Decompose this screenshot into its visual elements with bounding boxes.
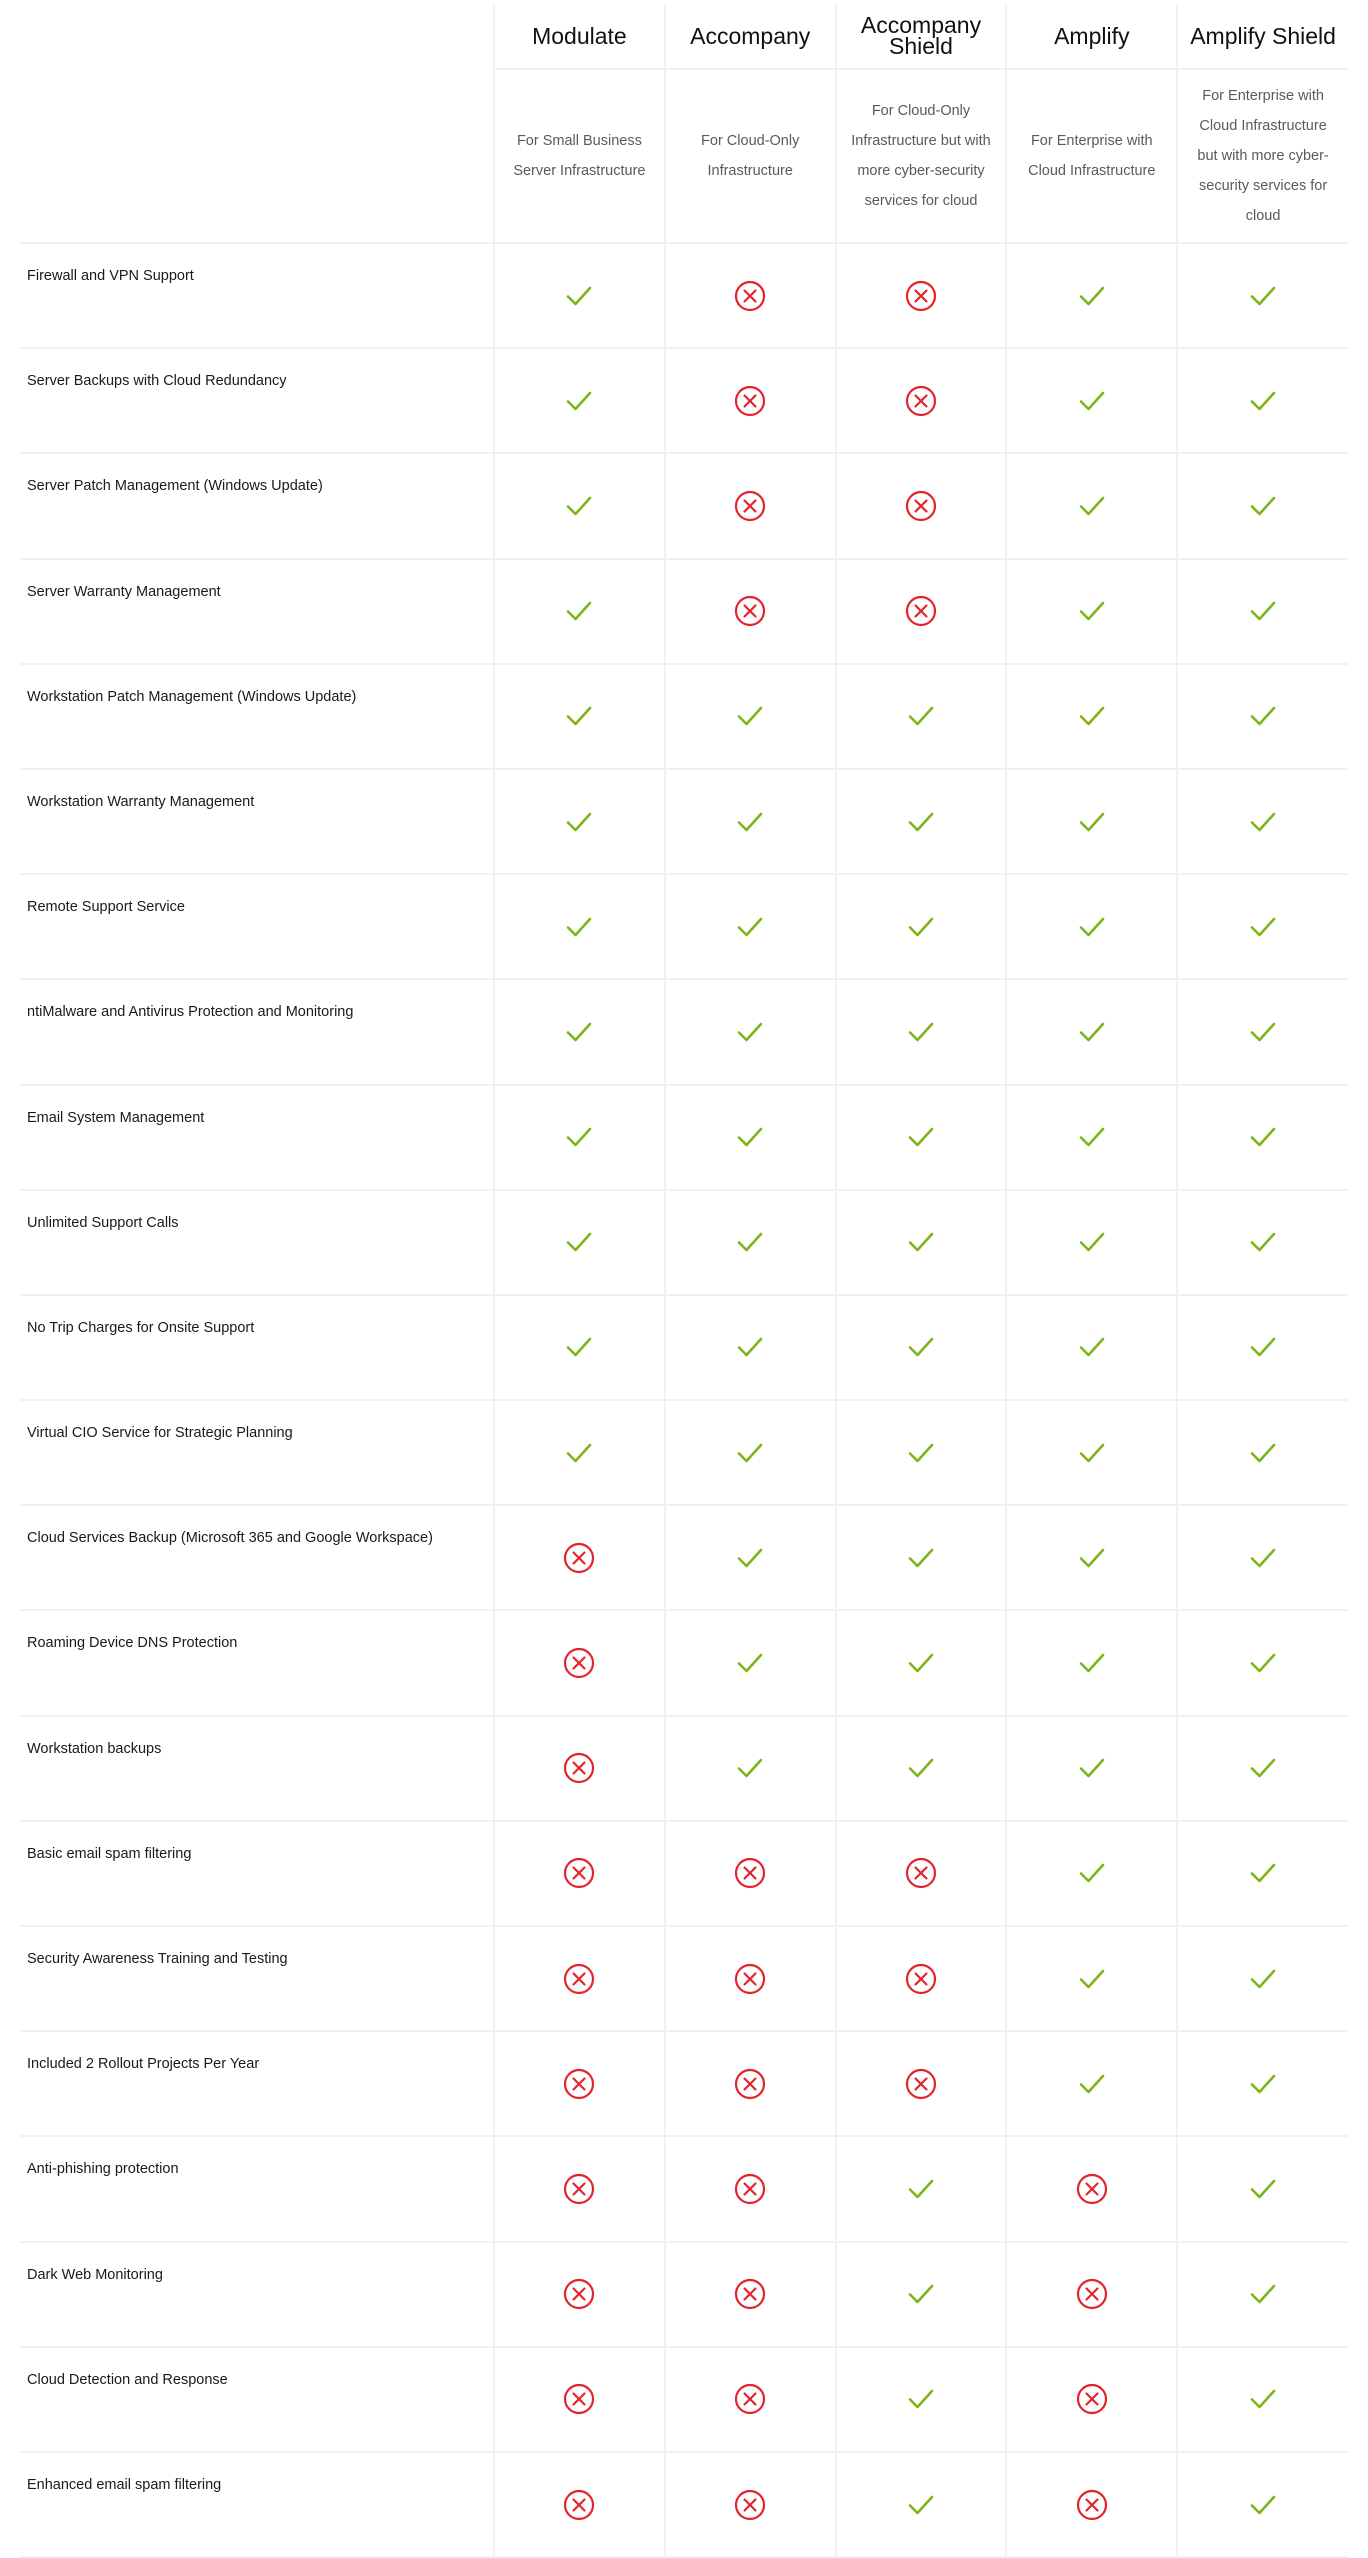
included-cell [1006, 453, 1177, 558]
cross-circle-icon [563, 1647, 595, 1679]
included-cell [665, 1610, 836, 1715]
not-included-cell [665, 243, 836, 348]
cross-circle-icon [563, 2383, 595, 2415]
included-cell [1006, 1190, 1177, 1295]
check-icon [1250, 1757, 1276, 1779]
check-icon [1250, 2283, 1276, 2305]
check-icon [908, 1442, 934, 1464]
check-icon [1079, 705, 1105, 727]
included-cell [1006, 1610, 1177, 1715]
included-cell [1006, 664, 1177, 769]
not-included-cell [494, 2452, 665, 2557]
included-cell [836, 1295, 1007, 1400]
included-cell [1006, 2031, 1177, 2136]
not-included-cell [1006, 2452, 1177, 2557]
feature-row [20, 1190, 1348, 1295]
included-cell [836, 874, 1007, 979]
feature-row [20, 2452, 1348, 2557]
included-cell [836, 664, 1007, 769]
included-cell [1177, 1295, 1348, 1400]
included-cell [836, 2242, 1007, 2347]
feature-label: No Trip Charges for Onsite Support [20, 1295, 494, 1400]
check-icon [1250, 916, 1276, 938]
included-cell [1006, 1505, 1177, 1610]
check-icon [908, 2283, 934, 2305]
included-cell [836, 2136, 1007, 2241]
not-included-cell [494, 1505, 665, 1610]
check-icon [908, 1757, 934, 1779]
check-icon [908, 1547, 934, 1569]
feature-label: Virtual CIO Service for Strategic Planning [20, 1400, 494, 1505]
included-cell [1177, 2452, 1348, 2557]
feature-label: Server Patch Management (Windows Update) [20, 453, 494, 558]
check-icon [566, 705, 592, 727]
included-cell [836, 1610, 1007, 1715]
feature-label: Cloud Services Backup (Microsoft 365 and Google Workspace) [20, 1505, 494, 1610]
included-cell [836, 1716, 1007, 1821]
check-icon [908, 1021, 934, 1043]
check-icon [566, 600, 592, 622]
check-icon [566, 1442, 592, 1464]
included-cell [836, 1505, 1007, 1610]
not-included-cell [836, 348, 1007, 453]
cross-circle-icon [905, 490, 937, 522]
included-cell [1177, 2031, 1348, 2136]
cross-circle-icon [734, 2278, 766, 2310]
cross-circle-icon [563, 1963, 595, 1995]
check-icon [1250, 390, 1276, 412]
check-icon [908, 2178, 934, 2200]
check-icon [566, 1231, 592, 1253]
feature-row [20, 1085, 1348, 1190]
check-icon [1250, 1336, 1276, 1358]
included-cell [1006, 559, 1177, 664]
feature-row [20, 1295, 1348, 1400]
feature-row [20, 874, 1348, 979]
not-included-cell [836, 453, 1007, 558]
check-icon [1250, 495, 1276, 517]
included-cell [1177, 664, 1348, 769]
included-cell [1006, 979, 1177, 1084]
included-cell [1006, 1400, 1177, 1505]
feature-label: Server Warranty Management [20, 559, 494, 664]
check-icon [566, 285, 592, 307]
check-icon [737, 1652, 763, 1674]
not-included-cell [494, 2136, 665, 2241]
feature-row [20, 979, 1348, 1084]
feature-row [20, 1505, 1348, 1610]
cross-circle-icon [563, 1857, 595, 1889]
plan-name-amplify: Amplify [1006, 4, 1177, 69]
not-included-cell [494, 1610, 665, 1715]
included-cell [1006, 348, 1177, 453]
check-icon [1250, 1862, 1276, 1884]
included-cell [494, 1400, 665, 1505]
plan-name-row [20, 4, 1348, 69]
check-icon [566, 916, 592, 938]
check-icon [1079, 1021, 1105, 1043]
included-cell [494, 559, 665, 664]
plan-name-accompany-shield: Accompany Shield [836, 4, 1007, 69]
cross-circle-icon [734, 1857, 766, 1889]
check-icon [737, 811, 763, 833]
plan-comparison-table [20, 4, 1348, 2558]
not-included-cell [836, 2031, 1007, 2136]
included-cell [494, 1190, 665, 1295]
included-cell [1006, 243, 1177, 348]
check-icon [1079, 1652, 1105, 1674]
included-cell [836, 979, 1007, 1084]
cross-circle-icon [734, 385, 766, 417]
included-cell [665, 664, 836, 769]
feature-label: Included 2 Rollout Projects Per Year [20, 2031, 494, 2136]
not-included-cell [665, 2031, 836, 2136]
included-cell [665, 874, 836, 979]
cross-circle-icon [734, 2383, 766, 2415]
not-included-cell [1006, 2136, 1177, 2241]
feature-row [20, 453, 1348, 558]
check-icon [737, 1231, 763, 1253]
feature-rows [20, 243, 1348, 2557]
feature-row [20, 559, 1348, 664]
not-included-cell [836, 1821, 1007, 1926]
feature-label: Server Backups with Cloud Redundancy [20, 348, 494, 453]
included-cell [494, 1085, 665, 1190]
plan-name-accompany: Accompany [665, 4, 836, 69]
included-cell [494, 769, 665, 874]
check-icon [1079, 1968, 1105, 1990]
included-cell [1177, 559, 1348, 664]
check-icon [737, 1442, 763, 1464]
check-icon [1079, 811, 1105, 833]
check-icon [1079, 495, 1105, 517]
check-icon [908, 2494, 934, 2516]
not-included-cell [665, 453, 836, 558]
included-cell [1177, 348, 1348, 453]
included-cell [665, 979, 836, 1084]
check-icon [1250, 2388, 1276, 2410]
not-included-cell [665, 2452, 836, 2557]
header-spacer [20, 4, 494, 69]
feature-label: Workstation Patch Management (Windows Update) [20, 664, 494, 769]
included-cell [1177, 1926, 1348, 2031]
check-icon [1250, 1652, 1276, 1674]
cross-circle-icon [563, 2173, 595, 2205]
not-included-cell [665, 1821, 836, 1926]
cross-circle-icon [905, 595, 937, 627]
included-cell [1177, 2242, 1348, 2347]
included-cell [1006, 1821, 1177, 1926]
cross-circle-icon [734, 595, 766, 627]
not-included-cell [836, 1926, 1007, 2031]
feature-row [20, 1610, 1348, 1715]
not-included-cell [494, 2031, 665, 2136]
cross-circle-icon [734, 490, 766, 522]
included-cell [1177, 874, 1348, 979]
included-cell [836, 1190, 1007, 1295]
feature-label: Basic email spam filtering [20, 1821, 494, 1926]
check-icon [1079, 390, 1105, 412]
check-icon [737, 1757, 763, 1779]
included-cell [494, 243, 665, 348]
check-icon [1250, 1968, 1276, 1990]
included-cell [1177, 1821, 1348, 1926]
cross-circle-icon [734, 2489, 766, 2521]
included-cell [1177, 453, 1348, 558]
plan-description-amplify: For Enterprise with Cloud Infrastructure [1006, 69, 1177, 243]
check-icon [1250, 1442, 1276, 1464]
feature-label: Security Awareness Training and Testing [20, 1926, 494, 2031]
included-cell [836, 2347, 1007, 2452]
included-cell [1006, 1085, 1177, 1190]
check-icon [1079, 1231, 1105, 1253]
included-cell [1177, 243, 1348, 348]
not-included-cell [665, 559, 836, 664]
check-icon [908, 2388, 934, 2410]
feature-label: Workstation Warranty Management [20, 769, 494, 874]
check-icon [1079, 600, 1105, 622]
feature-label: Firewall and VPN Support [20, 243, 494, 348]
not-included-cell [494, 1821, 665, 1926]
included-cell [1177, 1505, 1348, 1610]
plan-description-accompany: For Cloud-Only Infrastructure [665, 69, 836, 243]
not-included-cell [665, 2136, 836, 2241]
cross-circle-icon [734, 2068, 766, 2100]
cross-circle-icon [1076, 2173, 1108, 2205]
cross-circle-icon [905, 280, 937, 312]
cross-circle-icon [563, 1752, 595, 1784]
included-cell [1177, 2136, 1348, 2241]
check-icon [1250, 1021, 1276, 1043]
cross-circle-icon [563, 1542, 595, 1574]
plan-name-modulate: Modulate [494, 4, 665, 69]
feature-label: Dark Web Monitoring [20, 2242, 494, 2347]
cross-circle-icon [563, 2278, 595, 2310]
check-icon [737, 1021, 763, 1043]
not-included-cell [494, 1926, 665, 2031]
included-cell [1006, 1926, 1177, 2031]
not-included-cell [836, 243, 1007, 348]
not-included-cell [665, 2347, 836, 2452]
feature-label: Enhanced email spam filtering [20, 2452, 494, 2557]
check-icon [1250, 705, 1276, 727]
feature-label: Workstation backups [20, 1716, 494, 1821]
feature-row [20, 1716, 1348, 1821]
feature-row [20, 769, 1348, 874]
check-icon [737, 1126, 763, 1148]
check-icon [1250, 1231, 1276, 1253]
included-cell [494, 348, 665, 453]
cross-circle-icon [563, 2489, 595, 2521]
check-icon [1250, 2178, 1276, 2200]
feature-row [20, 243, 1348, 348]
included-cell [665, 1085, 836, 1190]
cross-circle-icon [905, 1857, 937, 1889]
cross-circle-icon [734, 1963, 766, 1995]
feature-row [20, 2347, 1348, 2452]
check-icon [908, 811, 934, 833]
check-icon [1079, 1126, 1105, 1148]
included-cell [665, 769, 836, 874]
included-cell [836, 2452, 1007, 2557]
included-cell [1177, 1610, 1348, 1715]
included-cell [1177, 1085, 1348, 1190]
check-icon [1079, 2073, 1105, 2095]
check-icon [566, 1021, 592, 1043]
feature-label: Anti-phishing protection [20, 2136, 494, 2241]
check-icon [737, 916, 763, 938]
included-cell [1177, 979, 1348, 1084]
feature-label: ntiMalware and Antivirus Protection and Monitoring [20, 979, 494, 1084]
cross-circle-icon [734, 2173, 766, 2205]
check-icon [908, 916, 934, 938]
check-icon [566, 1336, 592, 1358]
cross-circle-icon [1076, 2383, 1108, 2415]
check-icon [1079, 1336, 1105, 1358]
plan-description-amplify-shield: For Enterprise with Cloud Infrastructure but with more cyber-security services for cloud [1177, 69, 1348, 243]
included-cell [494, 874, 665, 979]
included-cell [1177, 2347, 1348, 2452]
check-icon [737, 1547, 763, 1569]
check-icon [908, 1126, 934, 1148]
cross-circle-icon [734, 280, 766, 312]
feature-label: Unlimited Support Calls [20, 1190, 494, 1295]
check-icon [908, 705, 934, 727]
included-cell [1177, 1400, 1348, 1505]
check-icon [566, 1126, 592, 1148]
feature-row [20, 2031, 1348, 2136]
not-included-cell [665, 1926, 836, 2031]
included-cell [494, 664, 665, 769]
check-icon [566, 390, 592, 412]
cross-circle-icon [905, 2068, 937, 2100]
feature-row [20, 1821, 1348, 1926]
included-cell [665, 1505, 836, 1610]
included-cell [1006, 874, 1177, 979]
feature-row [20, 2136, 1348, 2241]
included-cell [665, 1400, 836, 1505]
check-icon [1250, 600, 1276, 622]
cross-circle-icon [905, 385, 937, 417]
included-cell [836, 1085, 1007, 1190]
check-icon [1079, 285, 1105, 307]
check-icon [737, 705, 763, 727]
feature-row [20, 348, 1348, 453]
included-cell [1177, 1716, 1348, 1821]
plan-name-amplify-shield: Amplify Shield [1177, 4, 1348, 69]
check-icon [1250, 811, 1276, 833]
cross-circle-icon [1076, 2278, 1108, 2310]
description-spacer [20, 69, 494, 243]
plan-description-row [20, 69, 1348, 243]
not-included-cell [494, 2347, 665, 2452]
check-icon [1250, 1126, 1276, 1148]
cross-circle-icon [1076, 2489, 1108, 2521]
check-icon [908, 1231, 934, 1253]
feature-row [20, 1400, 1348, 1505]
included-cell [1177, 769, 1348, 874]
included-cell [665, 1295, 836, 1400]
not-included-cell [836, 559, 1007, 664]
feature-row [20, 2242, 1348, 2347]
included-cell [665, 1190, 836, 1295]
included-cell [494, 1295, 665, 1400]
included-cell [1006, 1716, 1177, 1821]
included-cell [1006, 1295, 1177, 1400]
not-included-cell [494, 1716, 665, 1821]
not-included-cell [665, 2242, 836, 2347]
check-icon [1250, 2073, 1276, 2095]
check-icon [1250, 285, 1276, 307]
not-included-cell [1006, 2347, 1177, 2452]
not-included-cell [1006, 2242, 1177, 2347]
check-icon [1079, 1862, 1105, 1884]
included-cell [1177, 1190, 1348, 1295]
check-icon [737, 1336, 763, 1358]
check-icon [1250, 2494, 1276, 2516]
check-icon [566, 495, 592, 517]
check-icon [1079, 1547, 1105, 1569]
check-icon [908, 1336, 934, 1358]
check-icon [1250, 1547, 1276, 1569]
not-included-cell [665, 348, 836, 453]
included-cell [836, 1400, 1007, 1505]
feature-row [20, 1926, 1348, 2031]
included-cell [494, 453, 665, 558]
check-icon [1079, 916, 1105, 938]
feature-label: Remote Support Service [20, 874, 494, 979]
check-icon [908, 1652, 934, 1674]
check-icon [1079, 1757, 1105, 1779]
feature-label: Roaming Device DNS Protection [20, 1610, 494, 1715]
included-cell [1006, 769, 1177, 874]
feature-label: Email System Management [20, 1085, 494, 1190]
included-cell [494, 979, 665, 1084]
not-included-cell [494, 2242, 665, 2347]
feature-row [20, 664, 1348, 769]
included-cell [665, 1716, 836, 1821]
plan-description-modulate: For Small Business Server Infrastructure [494, 69, 665, 243]
included-cell [836, 769, 1007, 874]
plan-description-accompany-shield: For Cloud-Only Infrastructure but with more cyber-security services for cloud [836, 69, 1007, 243]
cross-circle-icon [563, 2068, 595, 2100]
check-icon [566, 811, 592, 833]
feature-label: Cloud Detection and Response [20, 2347, 494, 2452]
check-icon [1079, 1442, 1105, 1464]
cross-circle-icon [905, 1963, 937, 1995]
